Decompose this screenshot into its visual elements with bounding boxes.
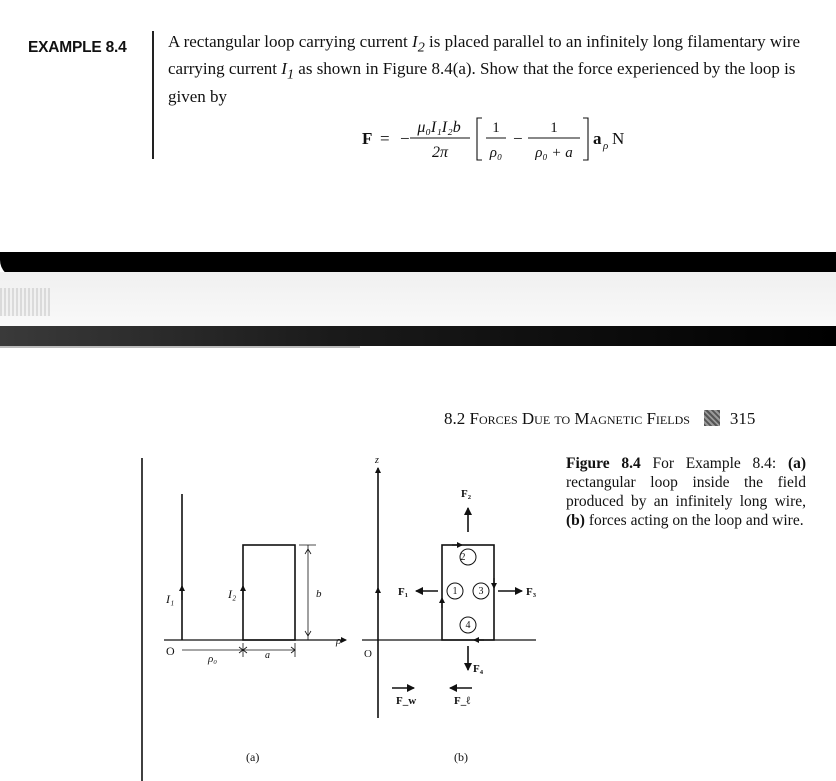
- sublabel-a: (a): [246, 750, 260, 764]
- label-F4: F₄: [473, 663, 484, 675]
- figure-b: [362, 468, 536, 718]
- section-title: Forces Due to Magnetic Fields: [469, 409, 690, 428]
- label-Fl: F_ℓ: [454, 695, 471, 707]
- scan-dark-band: [0, 326, 836, 346]
- unit-vector: a: [593, 129, 602, 148]
- label-a: a: [265, 650, 270, 661]
- label-Fw: F_w: [396, 695, 417, 707]
- symbol-I2: $I_2$: [412, 32, 425, 56]
- example-label: EXAMPLE 8.4: [28, 39, 127, 56]
- page-number: 315: [729, 409, 756, 428]
- loop-a: [243, 545, 295, 640]
- label-I2: I₂: [228, 587, 237, 601]
- label-O-a: O: [166, 644, 175, 658]
- formula-denominator: 2π: [431, 144, 449, 161]
- frac2-numerator: 1: [550, 120, 558, 136]
- formula-unit: N: [612, 129, 625, 148]
- running-header: [444, 409, 804, 429]
- label-F1: F₁: [398, 586, 409, 598]
- figure-a: [164, 494, 346, 657]
- label-rho0: ρ₀: [208, 653, 218, 665]
- formula-numerator: μ₀I₁I₂b: [417, 119, 461, 136]
- formula-equals: =: [380, 129, 390, 148]
- section-number: 8.2: [444, 409, 466, 428]
- label-F2: F₂: [461, 488, 472, 500]
- sublabel-b: (b): [454, 750, 468, 764]
- label-rho: ρ: [336, 635, 342, 647]
- formula-minus: −: [400, 129, 410, 148]
- figure-caption: Figure 8.4 For Example 8.4: (a) rectangular loop inside the field produced by an infinitely long wire, (b) forces acting on the loop and wire.: [566, 455, 807, 529]
- label-z: z: [375, 455, 379, 466]
- label-b: b: [316, 588, 322, 600]
- circle-2-label: 2: [460, 552, 466, 563]
- force-formula: [360, 112, 680, 164]
- scan-gap: [0, 272, 836, 332]
- symbol-I1: $I_1$: [281, 59, 295, 83]
- formula-lhs: F: [362, 129, 373, 148]
- formula-minus-2: −: [513, 129, 523, 148]
- circle-4-label: 4: [465, 620, 471, 631]
- example-rule: [152, 31, 154, 159]
- problem-statement: A rectangular loop carrying current $I_2$ is placed parallel to an infinitely long filamentary wire carrying current $I_1$ as shown in Figure 8.4(a). Show that the force experienced by the loop is given by: [168, 32, 801, 106]
- header-square-icon: [704, 410, 720, 426]
- frac1-denominator: ρ₀: [489, 145, 503, 161]
- circle-3-label: 3: [478, 586, 484, 597]
- figure-8-4: [136, 450, 556, 781]
- scan-edge-line: [0, 346, 360, 348]
- frac1-numerator: 1: [492, 120, 500, 136]
- label-O-b: O: [364, 648, 372, 660]
- label-I1: I₁: [166, 592, 175, 606]
- frac2-denominator: ρ₀ + a: [535, 145, 573, 161]
- unit-vector-sub: ρ: [603, 140, 609, 152]
- circle-1-label: 1: [452, 586, 458, 597]
- label-F3: F₃: [526, 586, 537, 598]
